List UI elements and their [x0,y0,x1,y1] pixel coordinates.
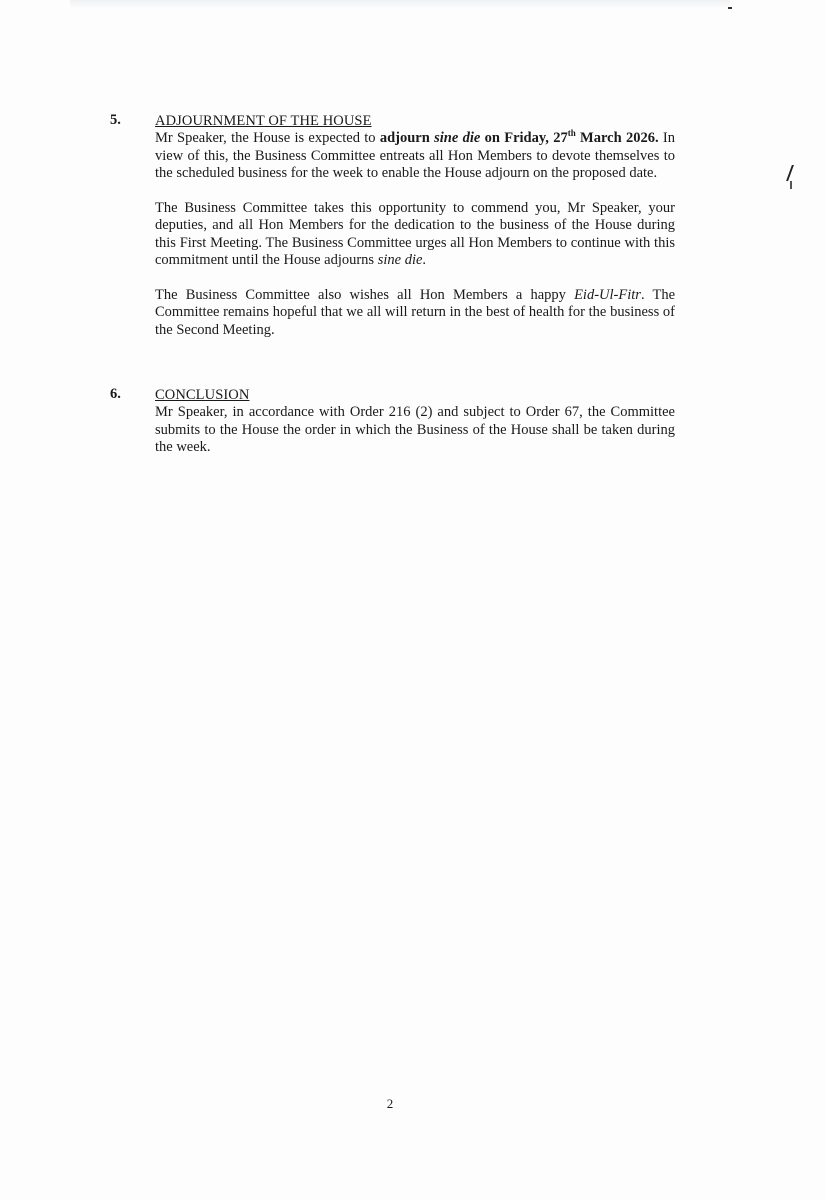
paragraph-conclusion: Mr Speaker, in accordance with Order 216 (2) and subject to Order 67, the Committee submits to the House the order in which the Business of the House shall be taken during the week. [155,404,675,455]
scan-top-edge [70,0,730,8]
margin-pen-mark [789,165,792,191]
paragraph-eid-wishes: The Business Committee also wishes all Hon Members a happy Eid-Ul-Fitr. The Committee remains hopeful that we all will return in the best of health for the business of the Second Meeting. [155,286,676,338]
section-heading: ADJOURNMENT OF THE HOUSE [155,113,372,129]
paragraph-adjourn: Mr Speaker, the House is expected to adjourn sine die on Friday, 27th March 2026. In view of this, the Business Committee entreats all Hon Members to devote themselves to the scheduled business for the week to enable the House adjourn on the proposed date. [155,128,675,181]
section-number: 6. [110,386,121,402]
section-conclusion [110,386,675,457]
section-heading: CONCLUSION [155,387,250,403]
section-adjournment [110,112,675,339]
section-number: 5. [110,112,121,128]
page-number: 2 [386,1096,394,1111]
scan-mark [728,7,732,9]
paragraph-commend: The Business Committee takes this opportunity to commend you, Mr Speaker, your deputies, and all Hon Members for the dedication to the business of the House during this First Meeting. The Business Committee urges all Hon Members to continue with this commitment until the House adjourns sine die. [155,199,675,268]
